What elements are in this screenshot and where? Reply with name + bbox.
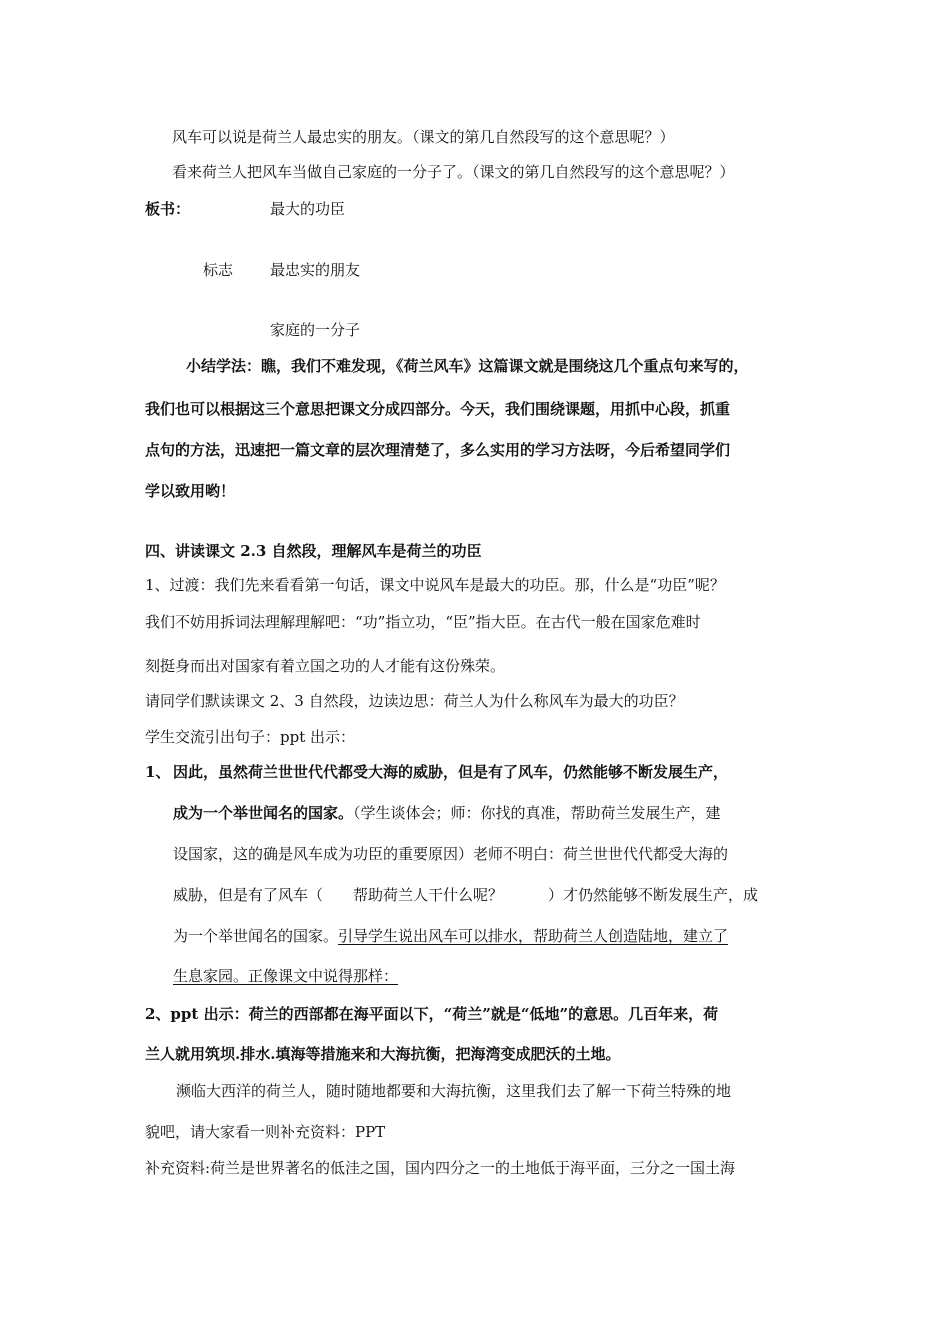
- board-mark: 标志: [203, 261, 234, 279]
- text-line: 学生交流引出句子：ppt 出示：: [145, 728, 356, 746]
- text-line: 设国家，这的确是风车成为功臣的重要原因）老师不明白：荷兰世世代代都受大海的: [173, 845, 729, 863]
- board-item: 最大的功臣: [270, 200, 346, 218]
- quote-line: 2、ppt 出示：荷兰的西部都在海平面以下，“荷兰”就是“低地”的意思。几百年来，荷: [145, 1005, 719, 1023]
- text-line: 1、过渡：我们先来看看第一句话，课文中说风车是最大的功臣。那，什么是“功臣”呢？: [145, 576, 725, 594]
- text-plain: 为一个举世闻名的国家。: [173, 927, 339, 945]
- quote-line: [173, 803, 721, 823]
- text-line: 貌吧，请大家看一则补充资料：PPT: [145, 1123, 386, 1141]
- summary-line: 小结学法：瞧，我们不难发现，《荷兰风车》这篇课文就是围绕这几个重点句来写的，: [186, 357, 749, 375]
- board-label: 板书：: [145, 200, 191, 218]
- text-line: 看来荷兰人把风车当做自己家庭的一分子了。（课文的第几自然段写的这个意思呢？）: [172, 163, 735, 181]
- text-underlined: 生息家园。正像课文中说得那样：: [173, 967, 399, 985]
- quote-line: 兰人就用筑坝.排水.填海等措施来和大海抗衡，把海湾变成肥沃的土地。: [145, 1045, 621, 1063]
- summary-line: 我们也可以根据这三个意思把课文分成四部分。今天，我们围绕课题，用抓中心段，抓重: [145, 400, 731, 418]
- quote-rest: （学生谈体会；师：你找的真准，帮助荷兰发展生产，建: [353, 804, 721, 822]
- text-line: 濒临大西洋的荷兰人，随时随地都要和大海抗衡，这里我们去了解一下荷兰特殊的地: [176, 1082, 732, 1100]
- text-line: 威胁，但是有了风车（ 帮助荷兰人干什么呢？ ）才仍然能够不断发展生产，成: [173, 886, 759, 904]
- board-item: 家庭的一分子: [270, 321, 361, 339]
- board-item: 最忠实的朋友: [270, 261, 361, 279]
- text-line: 我们不妨用拆词法理解理解吧：“功”指立功，“臣”指大臣。在古代一般在国家危难时: [145, 613, 701, 631]
- summary-line: 点句的方法，迅速把一篇文章的层次理清楚了，多么实用的学习方法呀，今后希望同学们: [145, 441, 731, 459]
- quote-bold: 成为一个举世闻名的国家。: [173, 804, 354, 822]
- text-underlined: 引导学生说出风车可以排水，帮助荷兰人创造陆地，建立了: [338, 927, 729, 945]
- text-line: 风车可以说是荷兰人最忠实的朋友。（课文的第几自然段写的这个意思呢？）: [172, 128, 675, 146]
- section-heading: 四、讲读课文 2.3 自然段，理解风车是荷兰的功臣: [145, 542, 482, 560]
- summary-line: 学以致用哟！: [145, 482, 236, 500]
- text-line: 请同学们默读课文 2、3 自然段，边读边思：荷兰人为什么称风车为最大的功臣？: [145, 692, 684, 710]
- quote-line: 因此，虽然荷兰世世代代都受大海的威胁，但是有了风车，仍然能够不断发展生产，: [173, 763, 729, 781]
- item-number: 1、: [145, 763, 171, 781]
- text-line: 补充资料:荷兰是世界著名的低洼之国，国内四分之一的土地低于海平面，三分之一国土海: [145, 1159, 736, 1177]
- text-line: [173, 926, 728, 946]
- text-line: 刻挺身而出对国家有着立国之功的人才能有这份殊荣。: [145, 657, 506, 675]
